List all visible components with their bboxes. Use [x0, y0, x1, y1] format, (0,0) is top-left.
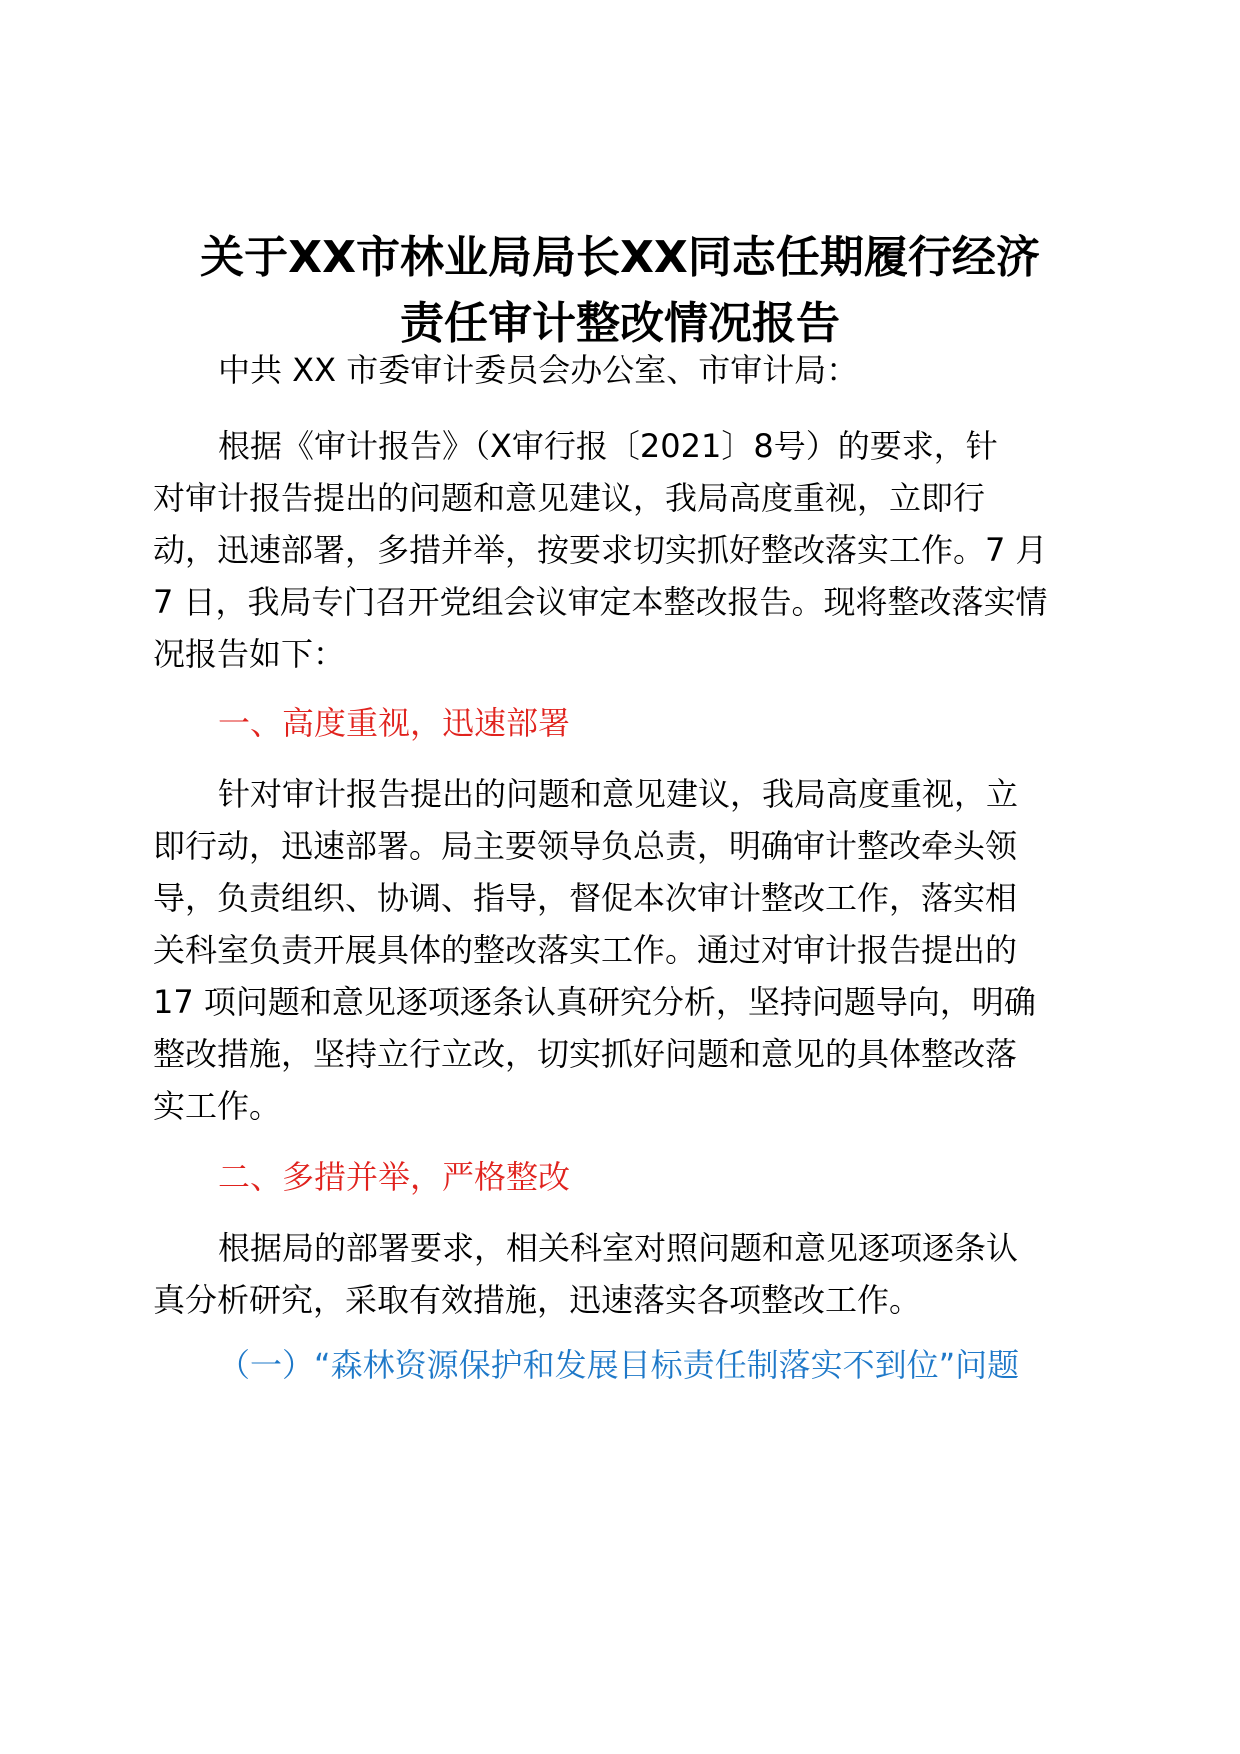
document-title-line-1: [150, 226, 1090, 290]
section-heading-1: 一、高度重视，迅速部署: [218, 704, 571, 742]
paragraph-1-line-5: 况报告如下：: [153, 635, 346, 673]
section-2-line-2: 真分析研究，采取有效措施，迅速落实各项整改工作。: [153, 1281, 922, 1319]
paragraph-1-line-2: 对审计报告提出的问题和意见建议，我局高度重视，立即行: [153, 479, 986, 517]
paragraph-1-line-4: 7 日，我局专门召开党组会议审定本整改报告。现将整改落实情: [153, 583, 1048, 621]
section-2-line-1: 根据局的部署要求，相关科室对照问题和意见逐项逐条认: [218, 1229, 1019, 1267]
salutation: 中共 XX 市委审计委员会办公室、市审计局：: [218, 351, 859, 389]
section-heading-2: 二、多措并举，严格整改: [218, 1158, 571, 1196]
section-1-line-3: 导，负责组织、协调、指导，督促本次审计整改工作，落实相: [153, 879, 1018, 917]
title-main: XX市林业局局长XX同志任期履行经济: [288, 232, 1040, 283]
section-1-line-5: 17 项问题和意见逐项逐条认真研究分析，坚持问题导向，明确: [153, 983, 1036, 1021]
paragraph-1-line-3: 动，迅速部署，多措并举，按要求切实抓好整改落实工作。7 月: [153, 531, 1048, 569]
section-1-line-2: 即行动，迅速部署。局主要领导负总责，明确审计整改牵头领: [153, 827, 1018, 865]
document-title-line-2: 责任审计整改情况报告: [400, 298, 840, 349]
subsection-heading-1: （一）“森林资源保护和发展目标责任制落实不到位”问题: [218, 1346, 1020, 1384]
section-1-line-6: 整改措施，坚持立行立改，切实抓好问题和意见的具体整改落: [153, 1035, 1018, 1073]
paragraph-1-line-1: 根据《审计报告》（X审行报〔2021〕8号）的要求，针: [218, 427, 998, 465]
section-1-line-4: 关科室负责开展具体的整改落实工作。通过对审计报告提出的: [153, 931, 1018, 969]
title-prefix: 关于: [200, 232, 289, 283]
section-1-line-7: 实工作。: [153, 1087, 282, 1125]
section-1-line-1: 针对审计报告提出的问题和意见建议，我局高度重视，立: [218, 775, 1019, 813]
